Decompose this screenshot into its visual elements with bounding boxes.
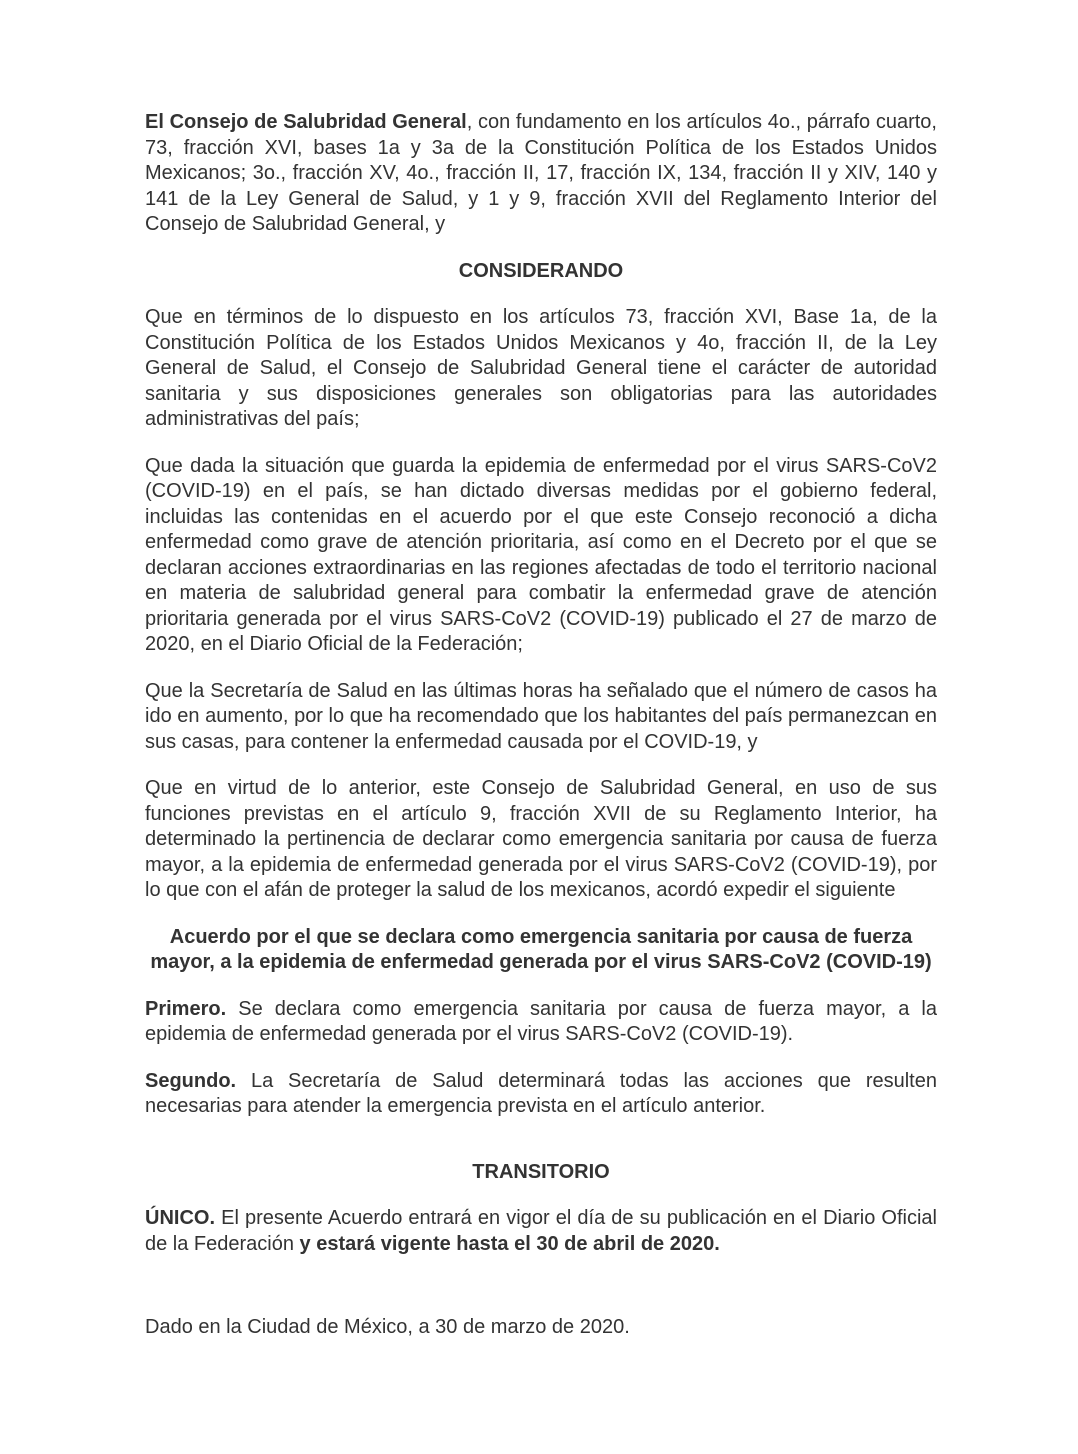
article-primero (145, 997, 937, 1048)
transitorio-heading: TRANSITORIO (472, 1160, 610, 1183)
considerando-paragraph-3: Que la Secretaría de Salud en las últimas horas ha señalado que el número de casos ha ido en aumento, por lo que ha recomendado que los habitantes del país permanezcan en sus casas, para contener la enfermedad causada por el COVID-19, y (145, 679, 937, 753)
unico-label: ÚNICO. (145, 1207, 215, 1229)
article-segundo (145, 1069, 937, 1120)
intro-paragraph (145, 110, 937, 238)
document-body (145, 110, 937, 1362)
considerando-paragraph-1: Que en términos de lo dispuesto en los artículos 73, fracción XVI, Base 1a, de la Constitución Política de los Estados Unidos Mexicanos y 4o, fracción II, de la Ley General de Salud, el Consejo de Salubridad General tiene el carácter de autoridad sanitaria y sus disposiciones generales son obligatorias para las autoridades administrativas del país; (145, 306, 937, 430)
article-segundo-text: La Secretaría de Salud determinará todas las acciones que resulten necesarias para atender la emergencia prevista en el artículo anterior. (145, 1069, 937, 1117)
dateline: Dado en la Ciudad de México, a 30 de marzo de 2020. (145, 1316, 630, 1338)
article-segundo-label: Segundo. (145, 1069, 237, 1092)
article-primero-text: Se declara como emergencia sanitaria por causa de fuerza mayor, a la epidemia de enfermedad generada por el virus SARS-CoV2 (COVID-19). (145, 997, 937, 1045)
unico-paragraph (145, 1206, 937, 1257)
considerando-heading: CONSIDERANDO (458, 259, 624, 282)
considerando-paragraph-2: Que dada la situación que guarda la epidemia de enfermedad por el virus SARS-CoV2 (COVID-19) en el país, se han dictado diversas medidas por el gobierno federal, incluidas las contenidas en el acuerdo por el que este Consejo reconoció a dicha enfermedad como grave de atención prioritaria, así como en el Decreto por el que se declaran acciones extraordinarias en las regiones afectadas de todo el territorio nacional en materia de salubridad general para combatir la enfermedad grave de atención prioritaria generada por el virus SARS-CoV2 (COVID-19) publicado el 27 de marzo de 2020, en el Diario Oficial de la Federación; (145, 454, 937, 655)
unico-vigencia-emphasis: y estará vigente hasta el 30 de abril de 2020. (299, 1232, 720, 1255)
acuerdo-heading: Acuerdo por el que se declara como emergencia sanitaria por causa de fuerza mayor, a la epidemia de enfermedad generada por el virus SARS-CoV2 (COVID-19) (150, 925, 932, 973)
considerando-paragraph-4: Que en virtud de lo anterior, este Consejo de Salubridad General, en uso de sus funciones previstas en el artículo 9, fracción XVII de su Reglamento Interior, ha determinado la pertinencia de declarar como emergencia sanitaria por causa de fuerza mayor, a la epidemia de enfermedad generada por el virus SARS-CoV2 (COVID-19), por lo que con el afán de proteger la salud de los mexicanos, acordó expedir el siguiente (145, 777, 937, 901)
unico-text: El presente Acuerdo entrará en vigor el día de su publicación en el Diario Oficial de la Federación (145, 1207, 937, 1255)
intro-rest: , con fundamento en los artículos 4o., párrafo cuarto, 73, fracción XVI, bases 1a y 3a de la Constitución Política de los Estados Unidos Mexicanos; 3o., fracción XV, 4o., fracción II, 17, fracción IX, 134, fracción II y XIV, 140 y 141 de la Ley General de Salud, y 1 y 9, fracción XVII del Reglamento Interior del Consejo de Salubridad General, y (145, 111, 937, 235)
article-primero-label: Primero. (145, 997, 227, 1020)
intro-lead-bold: El Consejo de Salubridad General (145, 111, 467, 133)
